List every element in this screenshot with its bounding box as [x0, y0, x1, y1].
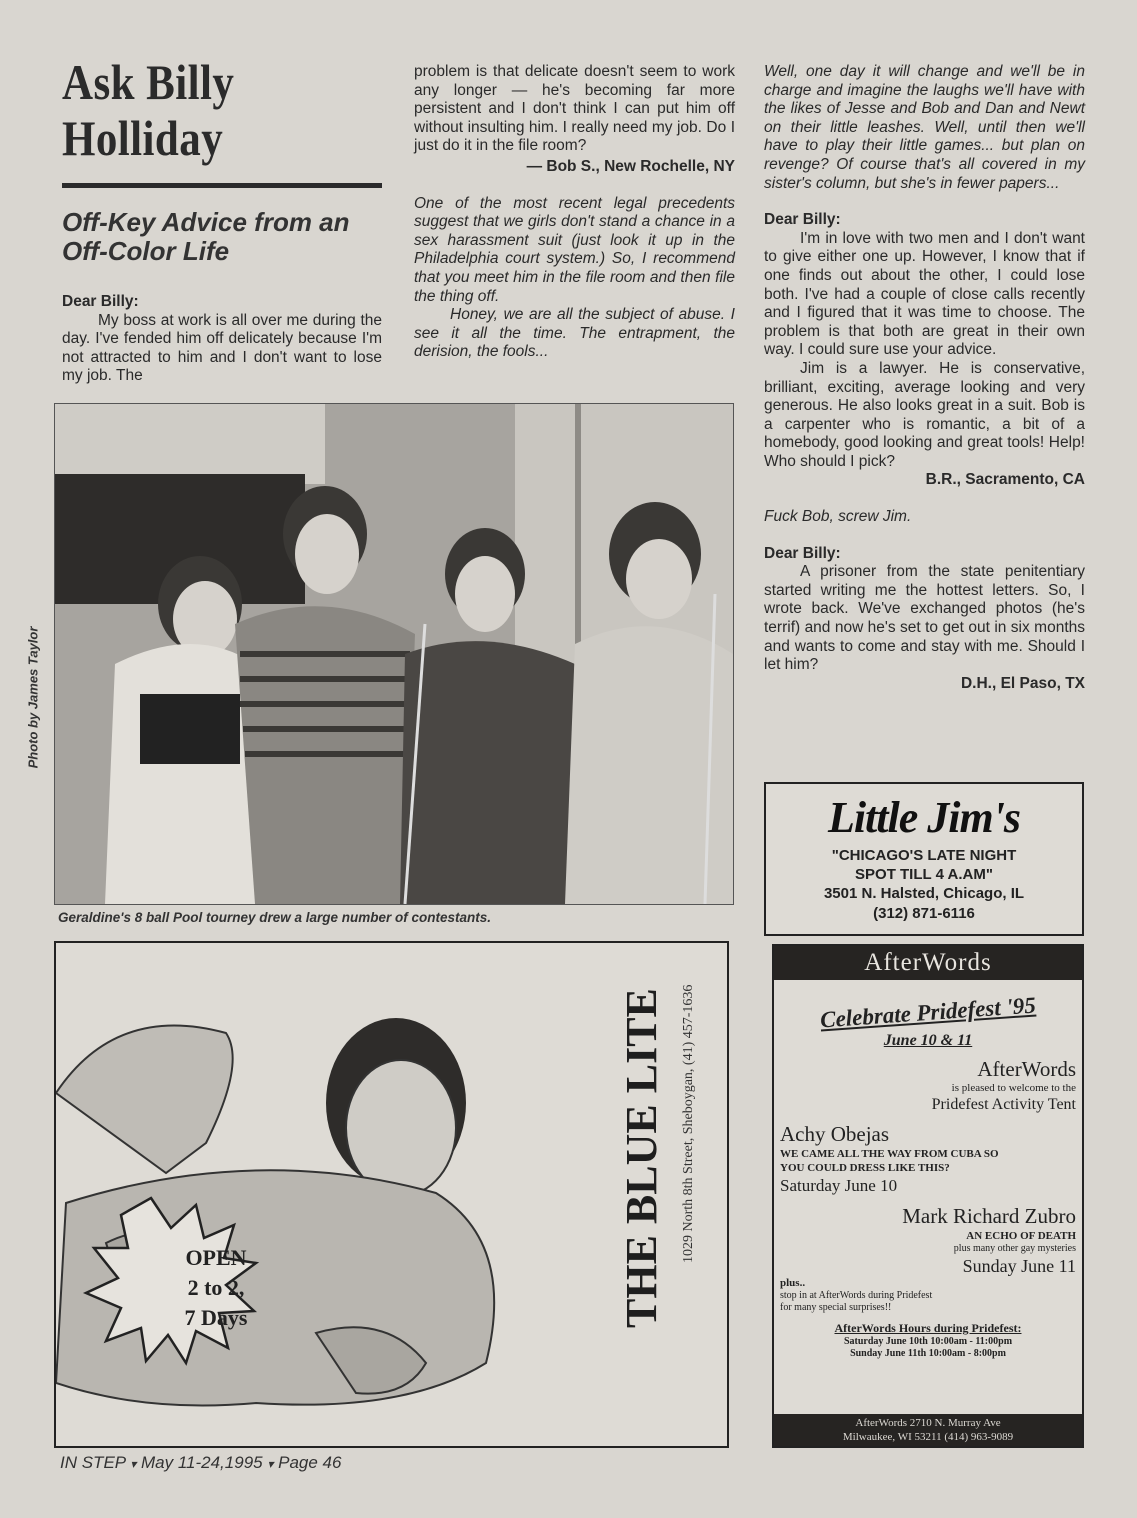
signature: B.R., Sacramento, CA: [925, 471, 1085, 489]
letter-body: problem is that delicate doesn't seem to work any longer — he's becoming far more persistent and I don't think I can put him off without insulting him. I really need my job. Do I just do it in the file room?: [414, 63, 735, 155]
separator-icon: ▾: [130, 1457, 137, 1471]
book-1: YOU COULD DRESS LIKE THIS?: [780, 1162, 950, 1174]
starburst-line: OPEN: [185, 1245, 247, 1270]
letter-body: A prisoner from the state penitentiary started writing me the hottest letters. So, I wrote back. We've exchanged photos (he's terrif) and now he's set to get out in six months and wants to come and stay with me. Should I let him?: [764, 563, 1085, 674]
page-number: Page 46: [278, 1453, 342, 1472]
signature: — Bob S., New Rochelle, NY: [526, 157, 735, 175]
ad-footer-line: Milwaukee, WI 53211 (414) 963-9089: [842, 1431, 1014, 1443]
ad-phone: (312) 871-6116: [873, 905, 975, 922]
ad-header: AfterWords: [774, 946, 1082, 980]
ad-store: AfterWords: [977, 1057, 1076, 1081]
author-1: Achy Obejas: [780, 1122, 890, 1146]
ad-welcome: is pleased to welcome to the: [951, 1082, 1076, 1094]
ad-dates: June 10 & 11: [883, 1032, 973, 1049]
salutation: Dear Billy:: [764, 211, 841, 229]
ad-footer-line: AfterWords 2710 N. Murray Ave: [855, 1417, 1001, 1429]
hours-sunday: Sunday June 11th 10:00am - 8:00pm: [850, 1348, 1006, 1359]
book-2: AN ECHO OF DEATH: [966, 1230, 1076, 1242]
starburst-line: 2 to 2,: [187, 1275, 245, 1300]
hours-saturday: Saturday June 10th 10:00am - 11:00pm: [843, 1336, 1013, 1347]
ad-tent: Pridefest Activity Tent: [931, 1096, 1076, 1113]
event-day-2: Sunday June 11: [962, 1256, 1076, 1276]
photo-credit: Photo by James Taylor: [25, 626, 41, 769]
hours-starburst: [151, 1243, 281, 1333]
reply-paragraph: Fuck Bob, screw Jim.: [764, 508, 912, 526]
ad-afterwords: [772, 944, 1084, 1448]
letter-body: Jim is a lawyer. He is conservative, brilliant, exciting, average looking and very generous. He also looks great in a suit. Bob is a carpenter who is romantic, a bit of a homebody, good looking and great tools! Help! Who should I pick?: [764, 359, 1085, 470]
column-title: [62, 54, 392, 166]
book-1: WE CAME ALL THE WAY FROM CUBA SO: [780, 1148, 999, 1160]
title-line-1: Ask Billy: [62, 54, 235, 110]
event-day-1: Saturday June 10: [780, 1176, 898, 1195]
ad-little-jims: [764, 782, 1084, 936]
letter-col3: [764, 63, 1085, 693]
publication-name: IN STEP: [60, 1453, 126, 1472]
ad-tagline-2: SPOT TILL 4 A.AM": [855, 866, 993, 883]
letter-1-col2: [414, 63, 735, 362]
hours-title: AfterWords Hours during Pridefest:: [834, 1321, 1022, 1335]
ad-address: 3501 N. Halsted, Chicago, IL: [823, 885, 1025, 902]
reply-paragraph: One of the most recent legal precedents suggest that we girls don't stand a chance in a sex harassment suit (just look it up in the Philadelphia court system.) So, I recommend that you meet him in the file room and then file the thing off.: [414, 194, 735, 305]
ad-business-name: THE BLUE LITE: [617, 988, 666, 1328]
book-2-note: plus many other gay mysteries: [953, 1243, 1076, 1254]
ad-footer: [774, 1414, 1082, 1446]
photo-credit-wrap: [18, 600, 48, 800]
photo-caption: Geraldine's 8 ball Pool tourney drew a large number of contestants.: [58, 910, 492, 925]
ad-blue-lite: [54, 941, 729, 1448]
event-photo: [54, 403, 734, 905]
ad-logo: Little Jim's: [827, 793, 1021, 842]
salutation: Dear Billy:: [62, 293, 139, 310]
signature: D.H., El Paso, TX: [960, 674, 1085, 692]
plus-line: for many special surprises!!: [780, 1302, 892, 1313]
issue-date: May 11-24,1995: [141, 1453, 263, 1472]
reply-paragraph: Honey, we are all the subject of abuse. I see it all the time. The entrapment, the derision, the fools...: [414, 306, 735, 361]
page-footer: [60, 1453, 341, 1473]
separator-icon: ▾: [267, 1457, 274, 1471]
ad-headline: Celebrate Pridefest '95: [819, 992, 1037, 1033]
plus-line: stop in at AfterWords during Pridefest: [780, 1290, 933, 1301]
letter-body: I'm in love with two men and I don't want to give either one up. However, I know that if one finds out about the other, I could lose both. I've had a couple of close calls recently and I figured that it was time to choose. The problem is that both are great in their own way. I could sure use your advice.: [764, 229, 1085, 359]
starburst-line: 7 Days: [184, 1305, 248, 1330]
salutation: Dear Billy:: [764, 544, 841, 562]
plus-label: plus..: [780, 1277, 806, 1289]
reply-paragraph: Well, one day it will change and we'll be in charge and imagine the laughs we'll have with the likes of Jesse and Bob and Dan and Newt on their little leashes. Well, until then we'll have to play their little games... but plan on revenge? Of course that's all covered in my sister's column, but she's in fewer papers...: [764, 63, 1085, 192]
letter-body: My boss at work is all over me during the day. I've fended him off delicately because I'm not attracted to him and I don't want to lose my job. The: [62, 311, 382, 385]
ad-address: 1029 North 8th Street, Sheboygan, (41) 457-1636: [681, 984, 696, 1263]
ad-tagline-1: "CHICAGO'S LATE NIGHT: [831, 847, 1017, 864]
column-subtitle: Off-Key Advice from an Off-Color Life: [62, 207, 350, 266]
author-2: Mark Richard Zubro: [902, 1204, 1076, 1228]
letter-1-col1: [62, 293, 382, 386]
photo-illustration: [55, 404, 733, 904]
title-line-2: Holliday: [62, 110, 224, 166]
title-rule: [62, 183, 382, 188]
